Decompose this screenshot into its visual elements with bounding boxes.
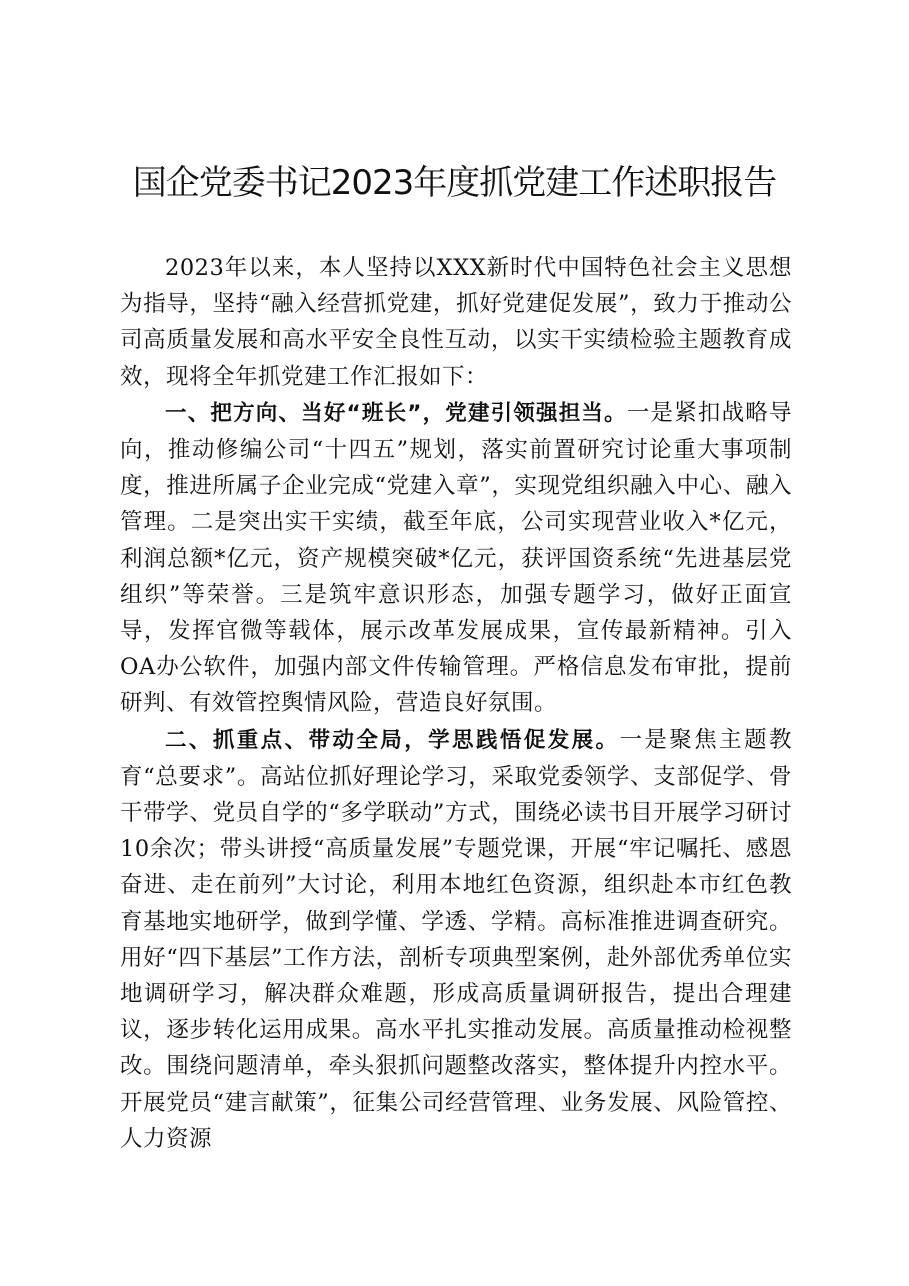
paragraph-section-1 bbox=[120, 395, 792, 722]
document-title: 国企党委书记2023年度抓党建工作述职报告 bbox=[132, 163, 777, 203]
paragraph-intro-text: 2023年以来，本人坚持以XXX新时代中国特色社会主义思想为指导，坚持“融入经营抓党建，抓好党建促发展”，致力于推动公司高质量发展和高水平安全良性互动，以实干实绩检验主题教育成效，现将全年抓党建工作汇报如下： bbox=[120, 255, 792, 390]
paragraph-section-2 bbox=[120, 722, 792, 1157]
section-2-text: 一是聚焦主题教育“总要求”。高站位抓好理论学习，采取党委领学、支部促学、骨干带学、党员自学的“多学联动”方式，围绕必读书目开展学习研讨10余次；带头讲授“高质量发展”专题党课，开展“牢记嘱托、感恩奋进、走在前列”大讨论，利用本地红色资源，组织赴本市红色教育基地实地研学，做到学懂、学透、学精。高标准推进调查研究。用好“四下基层”工作方法，剖析专项典型案例，赴外部优秀单位实地调研学习，解决群众难题，形成高质量调研报告，提出合理建议，逐步转化运用成果。高水平扎实推动发展。高质量推动检视整改。围绕问题清单，牵头狠抓问题整改落实，整体提升内控水平。开展党员“建言献策”，征集公司经营管理、业务发展、风险管控、人力资源 bbox=[120, 726, 792, 1152]
section-1-heading: 一、把方向、当好“班长”，党建引领强担当。 bbox=[165, 400, 627, 426]
section-2-heading: 二、抓重点、带动全局，学思践悟促发展。 bbox=[165, 727, 620, 753]
paragraph-intro bbox=[120, 250, 792, 395]
section-1-text: 一是紧扣战略导向，推动修编公司“十四五”规划，落实前置研究讨论重大事项制度，推进所属子企业完成“党建入章”，实现党组织融入中心、融入管理。二是突出实干实绩，截至年底，公司实现营业收入*亿元，利润总额*亿元，资产规模突破*亿元，获评国资系统“先进基层党组织”等荣誉。三是筑牢意识形态，加强专题学习，做好正面宣导，发挥官微等载体，展示改革发展成果，宣传最新精神。引入OA办公软件，加强内部文件传输管理。严格信息发布审批，提前研判、有效管控舆情风险，营造良好氛围。 bbox=[120, 399, 792, 717]
document-body bbox=[120, 250, 792, 1157]
